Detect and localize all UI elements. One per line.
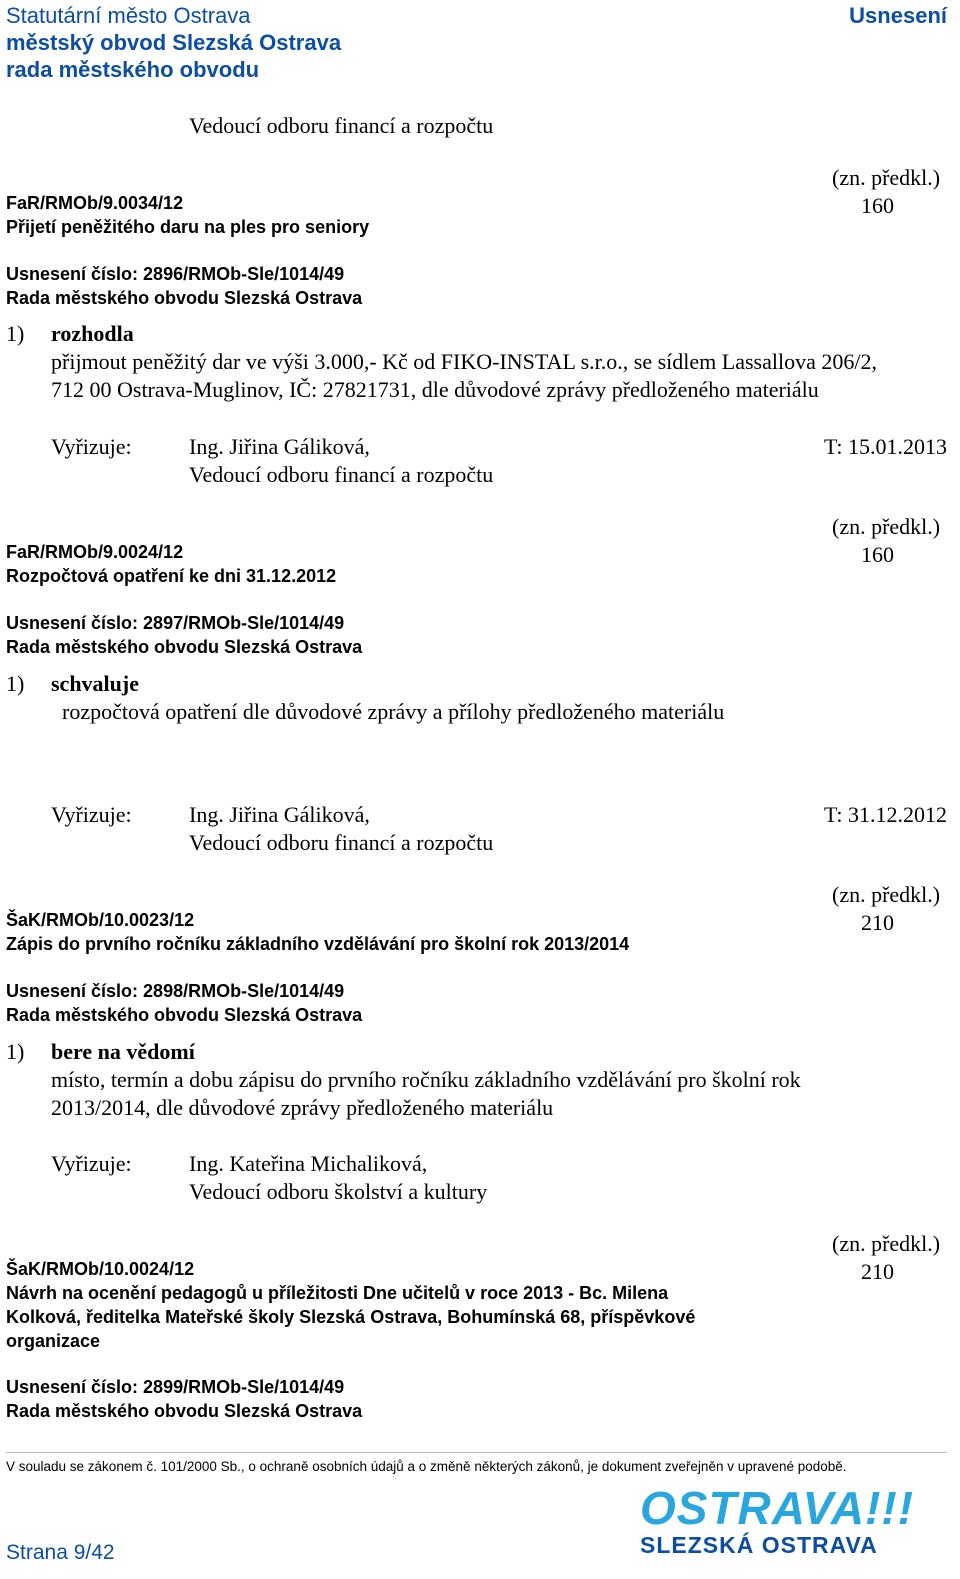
point-text: místo, termín a dobu zápisu do prvního ročníku základního vzdělávání pro školní rok <box>51 1067 801 1092</box>
header-doc-type: Usnesení <box>849 3 947 28</box>
item-code: FaR/RMOb/9.0024/12 <box>6 542 184 562</box>
zn-label: (zn. předkl.) <box>832 1231 941 1256</box>
term: T: 15.01.2013 <box>824 434 947 459</box>
vyrizuje-label: Vyřizuje: <box>51 434 132 459</box>
resp-name: Ing. Kateřina Michaliková, <box>189 1151 428 1176</box>
resolution-body: Rada městského obvodu Slezská Ostrava <box>6 1401 363 1421</box>
point-verb: rozhodla <box>51 321 134 346</box>
resolution-number: Usnesení číslo: 2897/RMOb-Sle/1014/49 <box>6 613 345 633</box>
point-text: 2013/2014, dle důvodové zprávy předloženého materiálu <box>51 1095 554 1120</box>
resp-name: Ing. Jiřina Gáliková, <box>189 434 370 459</box>
header-council: rada městského obvodu <box>6 57 260 82</box>
item-code: FaR/RMOb/9.0034/12 <box>6 193 184 213</box>
resolution-number: Usnesení číslo: 2896/RMOb-Sle/1014/49 <box>6 264 345 284</box>
vyrizuje-label: Vyřizuje: <box>51 1151 132 1176</box>
resp-name: Ing. Jiřina Gáliková, <box>189 802 370 827</box>
top-resp-role: Vedoucí odboru financí a rozpočtu <box>189 113 494 138</box>
point-number: 1) <box>6 671 25 696</box>
item-title: Návrh na ocenění pedagogů u příležitosti Dne učitelů v roce 2013 - Bc. Milena <box>6 1283 669 1303</box>
vyrizuje-label: Vyřizuje: <box>51 802 132 827</box>
ostrava-logo <box>640 1484 950 1558</box>
item-title: Kolková, ředitelka Mateřské školy Slezská Ostrava, Bohumínská 68, příspěvkové <box>6 1307 696 1327</box>
zn-number: 210 <box>861 1259 894 1284</box>
footer-divider <box>6 1452 947 1453</box>
logo-main-text: OSTRAVA!!! <box>640 1482 915 1534</box>
header-district: městský obvod Slezská Ostrava <box>6 30 342 55</box>
zn-number: 160 <box>861 542 894 567</box>
page-number: Strana 9/42 <box>6 1541 115 1564</box>
resolution-body: Rada městského obvodu Slezská Ostrava <box>6 637 363 657</box>
resp-role: Vedoucí odboru školství a kultury <box>189 1179 488 1204</box>
point-verb: schvaluje <box>51 671 139 696</box>
point-text: přijmout peněžitý dar ve výši 3.000,- Kč od FIKO-INSTAL s.r.o., se sídlem Lassallova 206/2, <box>51 349 877 374</box>
item-title: Zápis do prvního ročníku základního vzdělávání pro školní rok 2013/2014 <box>6 934 630 954</box>
point-verb: bere na vědomí <box>51 1039 195 1064</box>
resolution-body: Rada městského obvodu Slezská Ostrava <box>6 288 363 308</box>
privacy-notice: V souladu se zákonem č. 101/2000 Sb., o ochraně osobních údajů a o změně některých zákonů, je dokument zveřejněn v upravené podobě. <box>6 1459 847 1474</box>
zn-label: (zn. předkl.) <box>832 514 941 539</box>
header-city: Statutární město Ostrava <box>6 3 251 28</box>
resp-role: Vedoucí odboru financí a rozpočtu <box>189 830 494 855</box>
resolution-body: Rada městského obvodu Slezská Ostrava <box>6 1005 363 1025</box>
resp-role: Vedoucí odboru financí a rozpočtu <box>189 462 494 487</box>
item-title: organizace <box>6 1331 101 1351</box>
zn-label: (zn. předkl.) <box>832 165 941 190</box>
zn-number: 160 <box>861 193 894 218</box>
item-code: ŠaK/RMOb/10.0023/12 <box>6 910 195 930</box>
item-title: Rozpočtová opatření ke dni 31.12.2012 <box>6 566 337 586</box>
item-code: ŠaK/RMOb/10.0024/12 <box>6 1259 195 1279</box>
item-title: Přijetí peněžitého daru na ples pro seniory <box>6 217 370 237</box>
point-number: 1) <box>6 321 25 346</box>
point-text: rozpočtová opatření dle důvodové zprávy a přílohy předloženého materiálu <box>62 699 725 724</box>
zn-number: 210 <box>861 910 894 935</box>
term: T: 31.12.2012 <box>824 802 947 827</box>
point-number: 1) <box>6 1039 25 1064</box>
resolution-number: Usnesení číslo: 2899/RMOb-Sle/1014/49 <box>6 1377 345 1397</box>
logo-sub-text: SLEZSKÁ OSTRAVA <box>640 1532 878 1558</box>
point-text: 712 00 Ostrava-Muglinov, IČ: 27821731, dle důvodové zprávy předloženého materiálu <box>51 377 819 402</box>
zn-label: (zn. předkl.) <box>832 882 941 907</box>
resolution-number: Usnesení číslo: 2898/RMOb-Sle/1014/49 <box>6 981 345 1001</box>
